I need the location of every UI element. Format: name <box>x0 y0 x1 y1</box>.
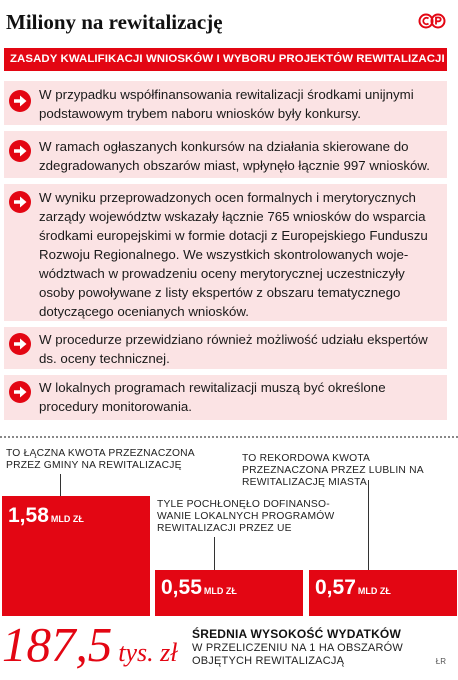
arrow-right-circle-icon <box>8 89 32 113</box>
stat-pointer <box>60 474 61 496</box>
arrow-right-circle-icon <box>8 332 32 356</box>
info-item-3 <box>4 184 447 321</box>
stat-pointer <box>214 537 215 570</box>
stat-bar-lublin <box>309 570 457 616</box>
section-banner: ZASADY KWALIFIKACJI WNIOSKÓW I WYBORU PROJEKTÓW REWITALIZACJI <box>4 48 447 71</box>
info-item-1 <box>4 81 447 125</box>
stat-pointer <box>368 480 369 570</box>
info-item-text: W lokalnych programach rewitalizacji muszą być określone procedury monitorowania. <box>39 380 386 414</box>
average-title: ŚREDNIA WYSOKOŚĆ WYDATKÓW <box>192 627 401 641</box>
arrow-right-circle-icon <box>8 380 32 404</box>
info-item-4 <box>4 327 447 369</box>
average-value: 187,5 tys. zł <box>2 617 178 672</box>
average-description: W PRZELICZENIU NA 1 HA OBSZARÓW OBJĘTYCH REWITALIZACJĄ <box>192 642 403 667</box>
stat-value-gminy: 1,58 MLD ZŁ <box>8 504 84 527</box>
copyright-logo <box>418 13 446 29</box>
info-item-text: W wyniku przeprowadzonych ocen formalnych i merytorycznych zarządy województw wskazały łącznie 765 wniosków do wsparcia środkami europejskimi w formie dotacji z Europejskiego Funduszu Rozwoju Regionalnego. We wszystkich skontrolowanych woje-wództwach w prowadzeniu oceny merytorycznej uczestniczyły osoby powoływane z listy ekspertów z obszaru tematycznego dotyczącego ocenianych wniosków. <box>39 190 428 319</box>
info-item-5 <box>4 375 447 420</box>
info-item-text: W procedurze przewidziano również możliwość udziału ekspertów ds. oceny technicznej. <box>39 332 428 366</box>
stat-value-ue: 0,55 MLD ZŁ <box>161 576 237 599</box>
author-credit: ŁR <box>435 657 446 666</box>
stat-label-gminy: TO ŁĄCZNA KWOTA PRZEZNACZONA PRZEZ GMINY NA REWITALIZACJĘ <box>6 448 195 471</box>
info-item-2 <box>4 131 447 178</box>
info-item-text: W ramach ogłaszanych konkursów na działania skierowane do zdegradowanych obszarów miast, wpłynęło łącznie 997 wniosków. <box>39 139 430 173</box>
stat-bar-ue <box>155 570 303 616</box>
stat-value-lublin: 0,57 MLD ZŁ <box>315 576 391 599</box>
arrow-right-circle-icon <box>8 190 32 214</box>
arrow-right-circle-icon <box>8 139 32 163</box>
stat-label-ue: TYLE POCHŁONĘŁO DOFINANSO-WANIE LOKALNYCH PROGRAMÓW REWITALIZACJI PRZEZ UE <box>157 499 335 534</box>
section-divider <box>0 436 458 438</box>
stat-bar-gminy <box>2 496 150 616</box>
info-item-text: W przypadku współfinansowania rewitalizacji środkami unijnymi podstawowym trybem naboru wniosków były konkursy. <box>39 87 414 121</box>
stat-label-lublin: TO REKORDOWA KWOTA PRZEZNACZONA PRZEZ LUBLIN NA REWITALIZACJĘ MIASTA <box>242 453 424 488</box>
page-title: Miliony na rewitalizację <box>6 10 223 34</box>
